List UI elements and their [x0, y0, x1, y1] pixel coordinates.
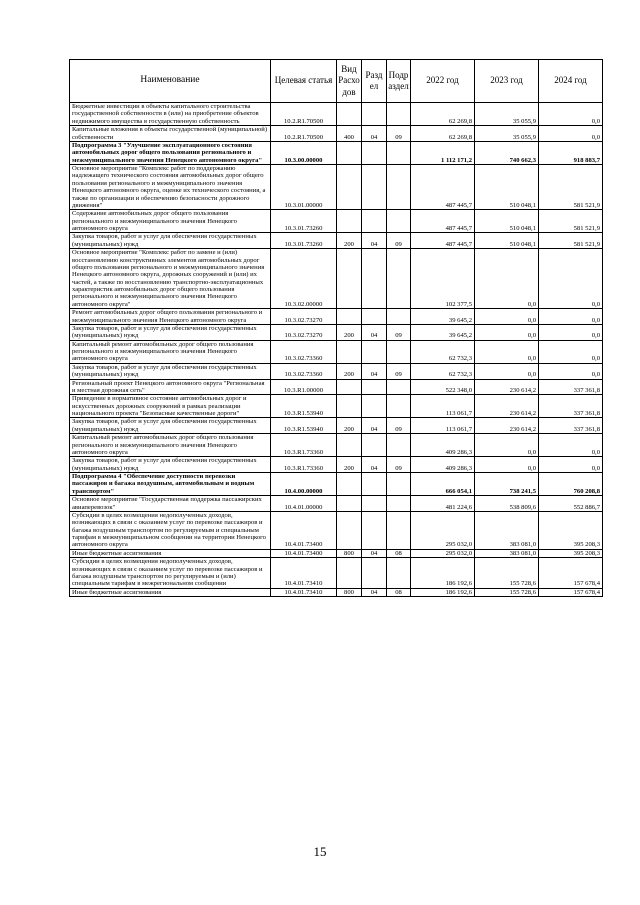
row-subsection [387, 141, 411, 164]
row-value-2024: 157 678,4 [539, 588, 603, 596]
row-target-article: 10.4.01.73410 [271, 558, 337, 589]
row-section [362, 473, 387, 496]
row-name: Ремонт автомобильных дорог общего пользования регионального и межмуниципального значения Ненецкого автономного округа [70, 309, 271, 325]
row-value-2022: 481 224,6 [411, 496, 475, 512]
row-section [362, 103, 387, 126]
row-target-article: 10.4.01.73410 [271, 588, 337, 596]
row-target-article: 10.4.01.73400 [271, 549, 337, 557]
row-value-2023: 0,0 [475, 249, 539, 309]
row-value-2024: 552 886,7 [539, 496, 603, 512]
row-section [362, 309, 387, 325]
row-expense-type [337, 249, 362, 309]
row-target-article: 10.4.01.73400 [271, 511, 337, 549]
row-value-2022: 487 445,7 [411, 210, 475, 233]
row-value-2023: 383 081,0 [475, 549, 539, 557]
row-subsection [387, 249, 411, 309]
row-value-2023: 35 055,9 [475, 126, 539, 142]
row-value-2023: 155 728,6 [475, 558, 539, 589]
row-section: 04 [362, 588, 387, 596]
row-target-article: 10.3.R1.73360 [271, 457, 337, 473]
row-value-2024: 760 208,8 [539, 473, 603, 496]
row-subsection [387, 473, 411, 496]
row-name: Закупка товаров, работ и услуг для обеспечения государственных (муниципальных) нужд [70, 418, 271, 434]
row-name: Содержание автомобильных дорог общего пользования регионального и межмуниципального значения Ненецкого автономного округа [70, 210, 271, 233]
row-value-2024: 337 361,8 [539, 379, 603, 395]
row-value-2024: 581 521,9 [539, 165, 603, 210]
row-subsection [387, 434, 411, 457]
row-value-2023: 0,0 [475, 309, 539, 325]
row-value-2023: 538 809,6 [475, 496, 539, 512]
row-expense-type: 200 [337, 233, 362, 249]
row-expense-type: 200 [337, 324, 362, 340]
row-subsection [387, 210, 411, 233]
row-value-2024: 581 521,9 [539, 233, 603, 249]
table-row [70, 511, 603, 549]
row-section [362, 379, 387, 395]
row-value-2023: 740 662,3 [475, 141, 539, 164]
row-expense-type [337, 309, 362, 325]
row-expense-type: 800 [337, 588, 362, 596]
row-value-2024: 395 208,3 [539, 511, 603, 549]
row-value-2024: 918 883,7 [539, 141, 603, 164]
table-row [70, 418, 603, 434]
row-section [362, 249, 387, 309]
row-target-article: 10.2.R1.70500 [271, 103, 337, 126]
row-value-2022: 62 269,8 [411, 126, 475, 142]
row-value-2023: 0,0 [475, 324, 539, 340]
row-section: 04 [362, 549, 387, 557]
row-section [362, 141, 387, 164]
row-value-2024: 0,0 [539, 457, 603, 473]
row-subsection [387, 496, 411, 512]
table-row [70, 103, 603, 126]
row-section [362, 395, 387, 418]
row-target-article: 10.3.R1.53940 [271, 395, 337, 418]
row-value-2024: 395 208,3 [539, 549, 603, 557]
table-row [70, 549, 603, 557]
row-name: Закупка товаров, работ и услуг для обеспечения государственных (муниципальных) нужд [70, 233, 271, 249]
row-value-2022: 39 645,2 [411, 324, 475, 340]
table-row [70, 165, 603, 210]
header-name: Наименование [70, 60, 271, 103]
row-expense-type: 800 [337, 549, 362, 557]
row-expense-type [337, 141, 362, 164]
row-target-article: 10.3.02.00000 [271, 249, 337, 309]
row-name: Закупка товаров, работ и услуг для обеспечения государственных (муниципальных) нужд [70, 457, 271, 473]
header-year-2022: 2022 год [411, 60, 475, 103]
row-name: Закупка товаров, работ и услуг для обеспечения государственных (муниципальных) нужд [70, 324, 271, 340]
row-expense-type [337, 496, 362, 512]
table-header-row [70, 60, 603, 103]
row-subsection [387, 165, 411, 210]
header-expense-type: Вид Расхо дов [337, 60, 362, 103]
row-value-2024: 157 678,4 [539, 558, 603, 589]
table-row [70, 588, 603, 596]
row-name: Иные бюджетные ассигнования [70, 588, 271, 596]
table-row [70, 210, 603, 233]
row-value-2023: 510 048,1 [475, 165, 539, 210]
table-row [70, 379, 603, 395]
row-value-2022: 113 061,7 [411, 418, 475, 434]
row-value-2024: 0,0 [539, 324, 603, 340]
row-name: Капитальный ремонт автомобильных дорог общего пользования регионального и межмуниципального значения Ненецкого автономного округа [70, 340, 271, 363]
row-section [362, 511, 387, 549]
row-target-article: 10.3.01.73260 [271, 233, 337, 249]
row-subsection: 09 [387, 233, 411, 249]
table-row [70, 233, 603, 249]
row-value-2022: 186 192,6 [411, 558, 475, 589]
row-section [362, 558, 387, 589]
table-row [70, 309, 603, 325]
table-row [70, 324, 603, 340]
row-name: Субсидии в целях возмещения недополученных доходов, возникающих в связи с оказанием услуг по перевозке пассажиров и багажа воздушным транспортом по регулируемым и специальным тарифам в межмуниципальном сообщении на территории Ненецкого автономного округа [70, 511, 271, 549]
header-target-article: Целевая статья [271, 60, 337, 103]
row-value-2024: 0,0 [539, 249, 603, 309]
row-section: 04 [362, 233, 387, 249]
row-section [362, 434, 387, 457]
row-subsection [387, 379, 411, 395]
row-expense-type [337, 511, 362, 549]
table-row [70, 457, 603, 473]
row-expense-type: 200 [337, 457, 362, 473]
row-value-2022: 409 286,3 [411, 457, 475, 473]
row-value-2022: 113 061,7 [411, 395, 475, 418]
row-target-article: 10.3.02.73270 [271, 324, 337, 340]
table-row [70, 434, 603, 457]
row-value-2024: 0,0 [539, 340, 603, 363]
row-value-2022: 62 732,3 [411, 340, 475, 363]
row-value-2022: 295 032,0 [411, 511, 475, 549]
row-target-article: 10.3.R1.00000 [271, 379, 337, 395]
row-value-2023: 0,0 [475, 363, 539, 379]
row-subsection [387, 340, 411, 363]
row-value-2024: 0,0 [539, 363, 603, 379]
row-subsection: 09 [387, 126, 411, 142]
row-value-2023: 230 614,2 [475, 379, 539, 395]
row-value-2022: 666 054,1 [411, 473, 475, 496]
header-subsection: Подр аздел [387, 60, 411, 103]
row-value-2024: 0,0 [539, 434, 603, 457]
row-name: Бюджетные инвестиции в объекты капитального строительства государственной собственности в (или) на приобретение объектов недвижимого имущества в государственную собственность [70, 103, 271, 126]
row-section: 04 [362, 324, 387, 340]
row-section: 04 [362, 418, 387, 434]
row-name: Основное мероприятие "Государственная поддержка пассажирских авиаперевозок" [70, 496, 271, 512]
header-section: Разд ел [362, 60, 387, 103]
row-name: Основное мероприятие "Комплекс работ по замене и (или) восстановлению конструктивных элементов автомобильных дорог общего пользования регионального и межмуниципального значения Ненецкого автономного округа, дорожных сооружений и (или) их частей, а также по восстановлению транспортно-эксплуатационных характеристик автомобильных дорог общего пользования регионального и межмуниципального значения Ненецкого автономного округа" [70, 249, 271, 309]
row-target-article: 10.4.01.00000 [271, 496, 337, 512]
row-expense-type: 200 [337, 418, 362, 434]
row-target-article: 10.4.00.00000 [271, 473, 337, 496]
row-value-2022: 62 269,8 [411, 103, 475, 126]
table-row [70, 395, 603, 418]
row-name: Основное мероприятие "Комплекс работ по поддержанию надлежащего технического состояния автомобильных дорог общего пользования регионального и межмуниципального значения Ненецкого автономного округа, оценке их технического состояния, а также по организации и обеспечению безопасности дорожного движения" [70, 165, 271, 210]
row-subsection: 09 [387, 418, 411, 434]
row-name: Подпрограмма 3 "Улучшение эксплуатационного состояния автомобильных дорог общего пользования регионального и межмуниципального значения Ненецкого автономного округа" [70, 141, 271, 164]
row-value-2022: 487 445,7 [411, 233, 475, 249]
row-target-article: 10.3.02.73360 [271, 340, 337, 363]
row-subsection [387, 511, 411, 549]
row-target-article: 10.3.01.00000 [271, 165, 337, 210]
row-section: 04 [362, 457, 387, 473]
row-target-article: 10.3.00.00000 [271, 141, 337, 164]
row-target-article: 10.3.02.73360 [271, 363, 337, 379]
table-row [70, 363, 603, 379]
row-value-2024: 0,0 [539, 309, 603, 325]
row-name: Капитальный ремонт автомобильных дорог общего пользования регионального и межмуниципального значения Ненецкого автономного округа [70, 434, 271, 457]
row-name: Капитальные вложения в объекты государственной (муниципальной) собственности [70, 126, 271, 142]
row-expense-type [337, 103, 362, 126]
row-value-2022: 487 445,7 [411, 165, 475, 210]
row-value-2022: 186 192,6 [411, 588, 475, 596]
table-row [70, 141, 603, 164]
row-value-2022: 409 286,3 [411, 434, 475, 457]
row-target-article: 10.3.02.73270 [271, 309, 337, 325]
row-expense-type: 400 [337, 126, 362, 142]
row-value-2024: 337 361,8 [539, 418, 603, 434]
row-name: Закупка товаров, работ и услуг для обеспечения государственных (муниципальных) нужд [70, 363, 271, 379]
row-value-2023: 738 241,5 [475, 473, 539, 496]
row-section [362, 165, 387, 210]
row-value-2022: 102 377,5 [411, 249, 475, 309]
row-subsection [387, 558, 411, 589]
row-subsection [387, 309, 411, 325]
row-expense-type [337, 165, 362, 210]
row-name: Субсидии в целях возмещения недополученных доходов, возникающих в связи с оказанием услуг по перевозке пассажиров и багажа воздушным транспортом по регулируемым и (или) специальным тарифам в межрегиональном сообщении [70, 558, 271, 589]
row-value-2023: 0,0 [475, 434, 539, 457]
row-value-2024: 0,0 [539, 103, 603, 126]
row-value-2023: 383 081,0 [475, 511, 539, 549]
table-row [70, 558, 603, 589]
row-target-article: 10.2.R1.70500 [271, 126, 337, 142]
row-value-2023: 155 728,6 [475, 588, 539, 596]
row-subsection [387, 395, 411, 418]
row-expense-type: 200 [337, 363, 362, 379]
budget-table [69, 59, 603, 597]
row-value-2023: 510 048,1 [475, 210, 539, 233]
row-value-2022: 1 112 171,2 [411, 141, 475, 164]
row-section [362, 340, 387, 363]
row-expense-type [337, 340, 362, 363]
row-subsection: 08 [387, 549, 411, 557]
row-value-2022: 522 348,0 [411, 379, 475, 395]
row-expense-type [337, 434, 362, 457]
header-year-2023: 2023 год [475, 60, 539, 103]
row-value-2023: 0,0 [475, 457, 539, 473]
row-value-2023: 230 614,2 [475, 418, 539, 434]
header-year-2024: 2024 год [539, 60, 603, 103]
row-subsection: 08 [387, 588, 411, 596]
row-subsection: 09 [387, 457, 411, 473]
table-row [70, 473, 603, 496]
table-row [70, 249, 603, 309]
table-row [70, 126, 603, 142]
page-number: 15 [313, 844, 327, 859]
row-section: 04 [362, 363, 387, 379]
row-expense-type [337, 379, 362, 395]
row-value-2023: 230 614,2 [475, 395, 539, 418]
row-section [362, 496, 387, 512]
row-value-2022: 62 732,3 [411, 363, 475, 379]
row-name: Подпрограмма 4 "Обеспечение доступности перевозки пассажиров и багажа воздушным, автомобильным и водным транспортом" [70, 473, 271, 496]
row-expense-type [337, 395, 362, 418]
row-expense-type [337, 210, 362, 233]
row-name: Региональный проект Ненецкого автономного округа "Региональная и местная дорожная сеть" [70, 379, 271, 395]
row-target-article: 10.3.R1.53940 [271, 418, 337, 434]
row-value-2024: 0,0 [539, 126, 603, 142]
row-expense-type [337, 558, 362, 589]
row-subsection: 09 [387, 324, 411, 340]
row-value-2022: 295 032,0 [411, 549, 475, 557]
table-body [70, 103, 603, 597]
row-target-article: 10.3.01.73260 [271, 210, 337, 233]
row-subsection: 09 [387, 363, 411, 379]
row-value-2023: 0,0 [475, 340, 539, 363]
row-value-2022: 39 645,2 [411, 309, 475, 325]
table-row [70, 340, 603, 363]
row-name: Иные бюджетные ассигнования [70, 549, 271, 557]
row-target-article: 10.3.R1.73360 [271, 434, 337, 457]
row-subsection [387, 103, 411, 126]
row-value-2024: 581 521,9 [539, 210, 603, 233]
row-value-2024: 337 361,8 [539, 395, 603, 418]
row-value-2023: 510 048,1 [475, 233, 539, 249]
row-section: 04 [362, 126, 387, 142]
row-value-2023: 35 055,9 [475, 103, 539, 126]
row-expense-type [337, 473, 362, 496]
table-row [70, 496, 603, 512]
row-name: Приведение в нормативное состояние автомобильных дорог и искусственных дорожных сооружений в рамках реализации национального проекта "Безопасные качественные дороги" [70, 395, 271, 418]
row-section [362, 210, 387, 233]
